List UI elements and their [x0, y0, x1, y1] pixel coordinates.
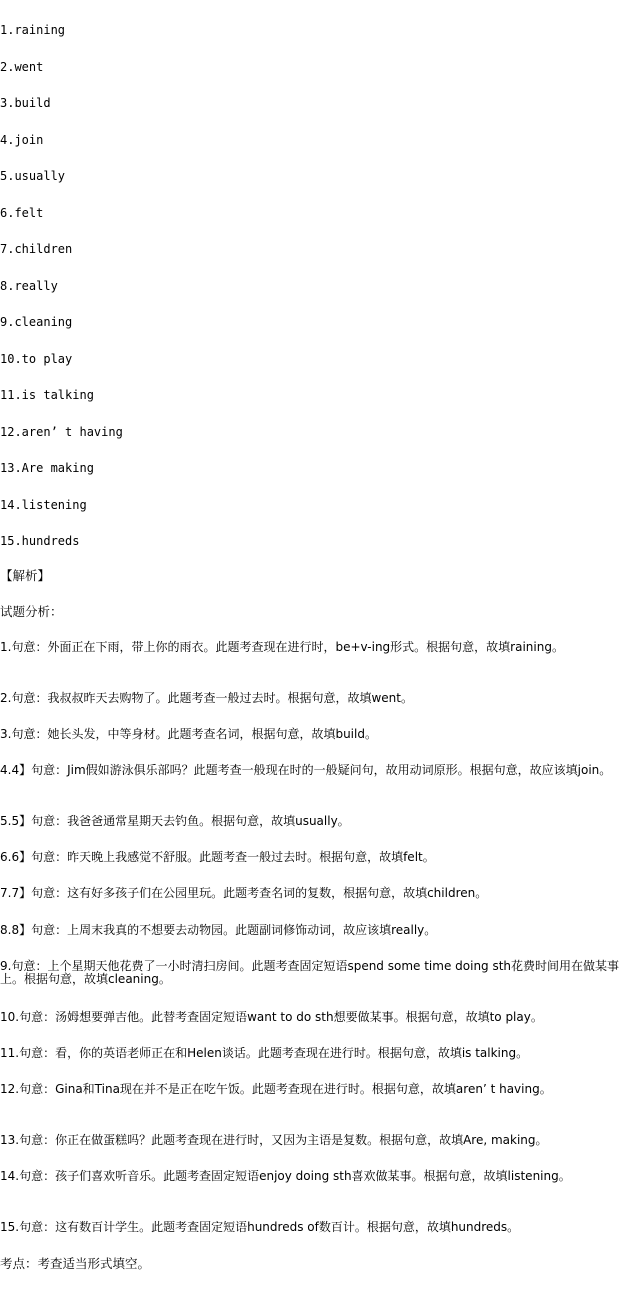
answer-item: 3.build — [0, 96, 51, 110]
answer-item: 2.went — [0, 59, 44, 74]
answer-item: 4.join — [0, 132, 44, 147]
analysis-item: 2.句意：我叔叔昨天去购物了。此题考查一般过去时。根据句意，故填went。 — [0, 691, 413, 705]
analysis-item: 15.句意：这有数百计学生。此题考查固定短语hundreds of数百计。根据句意，故填hundreds。 — [0, 1220, 520, 1234]
analysis-item: 7.7】句意：这有好多孩子们在公园里玩。此题考查名词的复数，根据句意，故填children。 — [0, 886, 488, 900]
answer-item: 8.really — [0, 278, 58, 293]
answer-item: 9.cleaning — [0, 315, 73, 329]
answer-item: 15.hundreds — [0, 534, 80, 548]
analysis-item: 8.8】句意：上周末我真的不想要去动物园。此题副词修饰动词，故应该填really。 — [0, 923, 437, 937]
analysis-item: 3.句意：她长头发，中等身材。此题考查名词，根据句意，故填build。 — [0, 727, 377, 741]
analysis-item: 13.句意：你正在做蛋糕吗？此题考查现在进行时，又因为主语是复数。根据句意，故填Are, making。 — [0, 1133, 548, 1147]
answer-item: 1.raining — [0, 23, 66, 37]
analysis-item: 6.6】句意：昨天晚上我感觉不舒服。此题考查一般过去时。根据句意，故填felt。 — [0, 850, 435, 864]
analysis-item: 10.句意：汤姆想要弹吉他。此替考查固定短语want to do sth想要做某事。根据句意，故填to play。 — [0, 1010, 543, 1024]
answer-item: 14.listening — [0, 497, 87, 512]
answer-item: 6.felt — [0, 205, 44, 220]
answer-item: 11.is talking — [0, 388, 94, 402]
answer-item: 12.aren’ t having — [0, 424, 123, 439]
answer-item: 5.usually — [0, 169, 66, 183]
analysis-item: 4.4】句意：Jim假如游泳俱乐部吗？此题考查一般现在时的一般疑问句，故用动词原形。根据句意，故应该填join。 — [0, 763, 612, 777]
analysis-item: 12.句意：Gina和Tina现在并不是正在吃午饭。此题考查现在进行时。根据句意，故填aren’ t having。 — [0, 1082, 552, 1096]
analysis-item: 14.句意：孩子们喜欢听音乐。此题考查固定短语enjoy doing sth喜欢做某事。根据句意，故填listening。 — [0, 1169, 571, 1183]
analysis-item: 5.5】句意：我爸爸通常星期天去钓鱼。根据句意，故填usually。 — [0, 814, 350, 828]
answer-item: 10.to play — [0, 351, 73, 366]
analysis-item: 1.句意：外面正在下雨，带上你的雨衣。此题考查现在进行时，be+v-ing形式。根据句意，故填raining。 — [0, 640, 564, 654]
answer-item: 7.children — [0, 242, 73, 256]
key-point: 考点：考查适当形式填空。 — [0, 1256, 151, 1271]
answer-list — [0, 23, 123, 571]
answer-item: 13.Are making — [0, 461, 94, 475]
analysis-intro: 试题分析： — [0, 604, 63, 619]
analysis-item: 9.句意：上个星期天他花费了一小时清扫房间。此题考查固定短语spend some time doing sth花费时间用在做某事上。根据句意，故填cleaning。 — [0, 959, 620, 986]
section-heading: 【解析】 — [0, 568, 51, 583]
analysis-item: 11.句意：看，你的英语老师正在和Helen谈话。此题考查现在进行时。根据句意，故填is talking。 — [0, 1046, 529, 1060]
